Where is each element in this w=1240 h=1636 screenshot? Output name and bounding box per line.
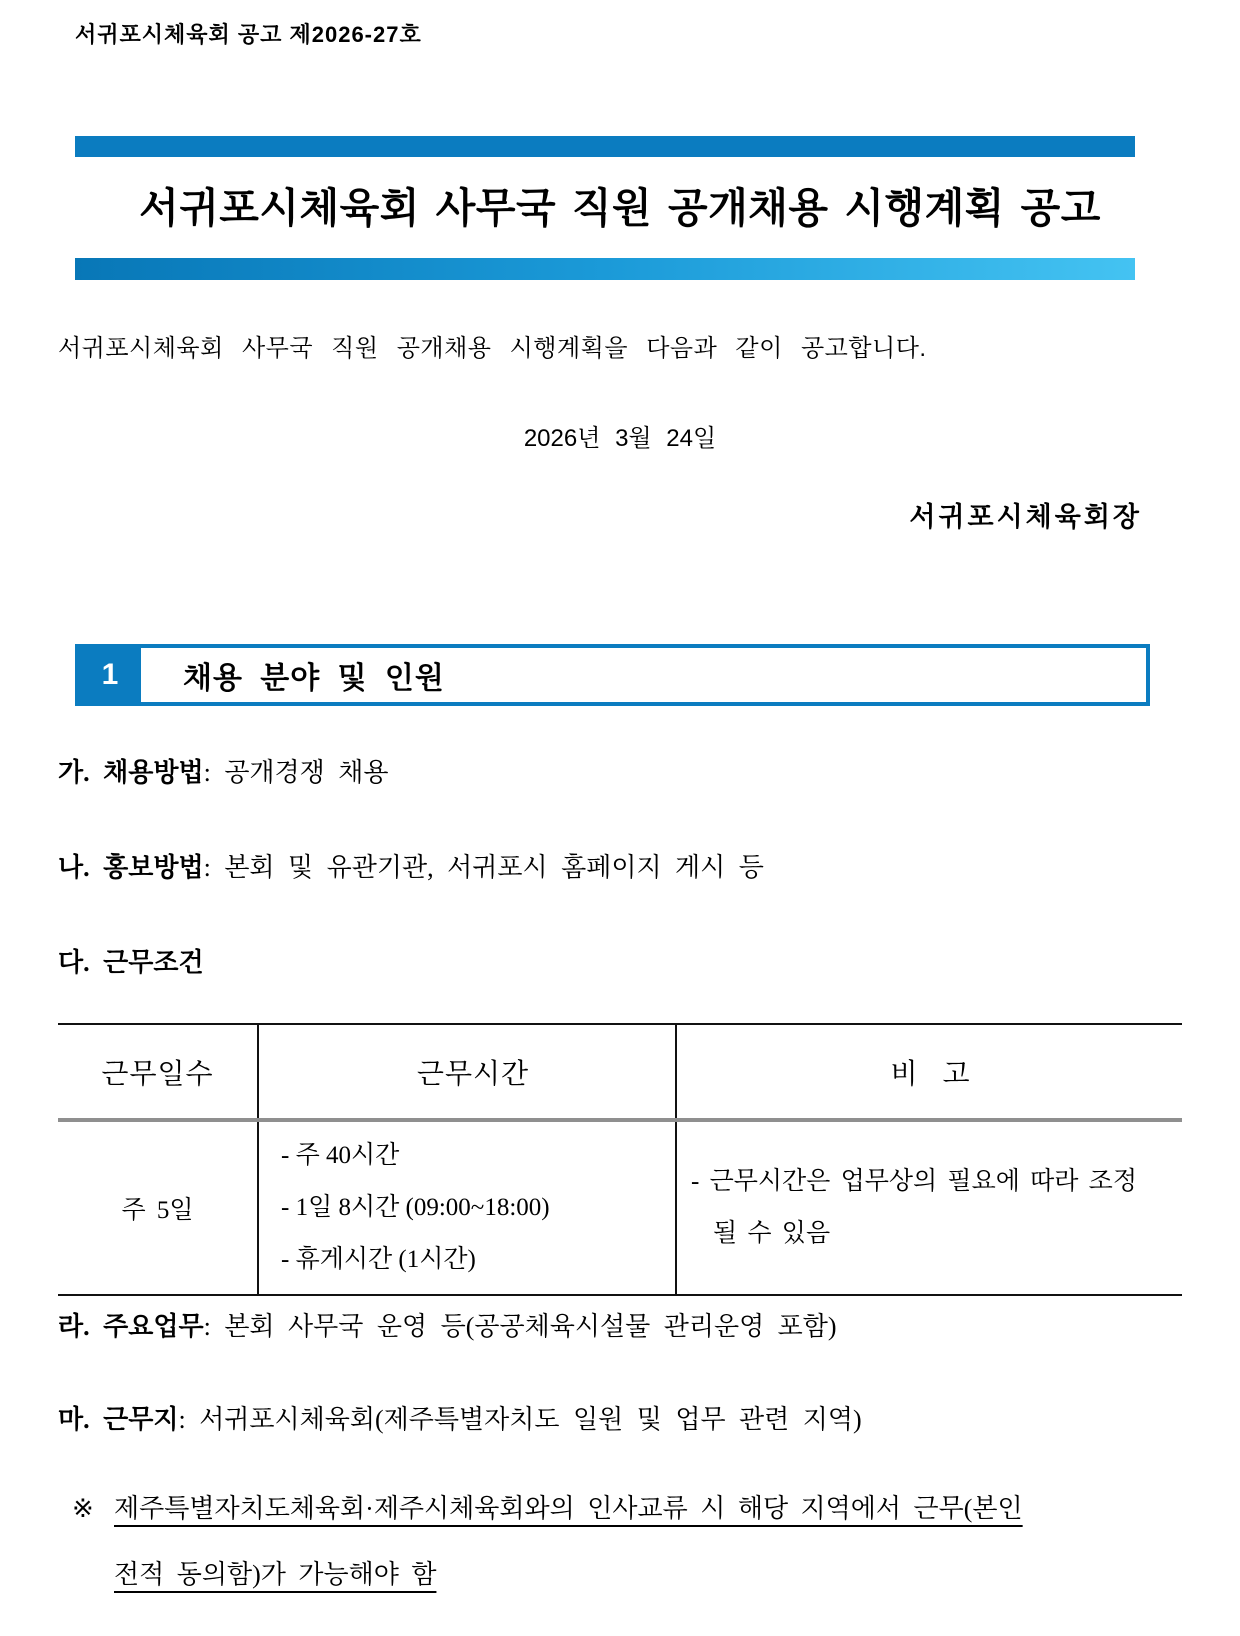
item-main-duties xyxy=(58,1306,1185,1343)
col-header-work-days: 근무일수 xyxy=(101,1058,214,1090)
cell-work-days: 주 5일 xyxy=(121,1197,194,1224)
item-work-conditions xyxy=(58,942,1185,979)
work-hours-line: - 휴게시간 (1시간) xyxy=(281,1246,476,1273)
section-1-header xyxy=(75,644,1150,706)
section-1-title: 채용 분야 및 인원 xyxy=(183,662,445,695)
col-header-work-hours: 근무시간 xyxy=(258,1024,676,1120)
item-label: 라. 주요업무 xyxy=(58,1312,204,1341)
work-hours-line: - 1일 8시간 (09:00~18:00) xyxy=(281,1194,550,1221)
item-text: : 본회 및 유관기관, 서귀포시 홈페이지 게시 등 xyxy=(203,853,764,882)
reference-mark: ※ xyxy=(72,1494,94,1523)
title-bottom-bar xyxy=(75,258,1135,280)
cell-work-hours xyxy=(258,1120,676,1295)
item-text: : 공개경쟁 채용 xyxy=(203,758,389,787)
item-text: : 본회 사무국 운영 등(공공체육시설물 관리운영 포함) xyxy=(203,1312,837,1341)
announcement-date: 2026년 3월 24일 xyxy=(523,425,717,452)
item-text: : 서귀포시체육회(제주특별자치도 일원 및 업무 관련 지역) xyxy=(178,1405,862,1434)
work-hours-line: - 주 40시간 xyxy=(281,1142,400,1169)
note-line: 전적 동의함)가 가능해야 함 xyxy=(114,1560,437,1589)
item-label: 가. 채용방법 xyxy=(58,758,204,787)
item-label: 다. 근무조건 xyxy=(58,948,204,977)
doc-number: 서귀포시체육회 공고 제2026-27호 xyxy=(75,22,422,47)
item-label: 마. 근무지 xyxy=(58,1405,179,1434)
personnel-exchange-note xyxy=(72,1476,1185,1608)
title-top-bar xyxy=(75,136,1135,157)
note-line: 제주특별자치도체육회·제주시체육회와의 인사교류 시 해당 지역에서 근무(본인 xyxy=(114,1494,1023,1523)
remark-line: - 근무시간은 업무상의 필요에 따라 조정 xyxy=(691,1168,1137,1195)
remark-line: 될 수 있음 xyxy=(713,1220,831,1247)
section-1-number-badge: 1 xyxy=(79,648,141,702)
note-text xyxy=(114,1476,1023,1608)
signer-name: 서귀포시체육회장 xyxy=(909,502,1142,532)
cell-remark xyxy=(676,1120,1182,1295)
work-conditions-table xyxy=(58,1023,1182,1296)
item-promotion-method xyxy=(58,847,1185,884)
item-work-location xyxy=(58,1399,1185,1436)
intro-paragraph: 서귀포시체육회 사무국 직원 공개채용 시행계획을 다음과 같이 공고합니다. xyxy=(58,335,927,362)
table-header-row xyxy=(58,1024,1182,1120)
item-label: 나. 홍보방법 xyxy=(58,853,204,882)
item-recruitment-method xyxy=(58,752,1185,789)
table-row xyxy=(58,1120,1182,1295)
page-title: 서귀포시체육회 사무국 직원 공개채용 시행계획 공고 xyxy=(139,185,1101,231)
col-header-remark: 비 고 xyxy=(676,1024,1182,1120)
